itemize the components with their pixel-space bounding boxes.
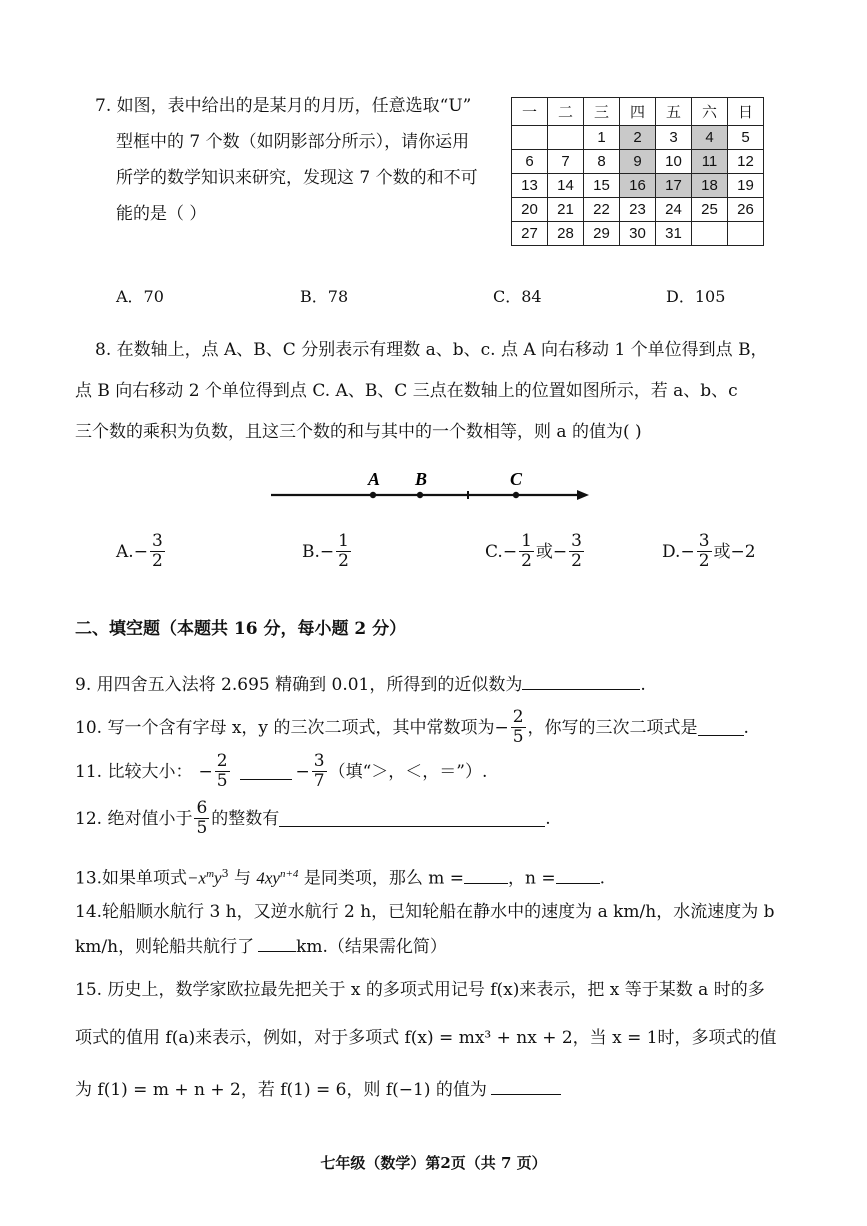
- monomial-2: 4xy: [256, 868, 280, 888]
- q10-text: 10. 写一个含有字母 x，y 的三次二项式，其中常数项为: [75, 717, 495, 738]
- q14-text: km/h，则轮船共航行了: [75, 937, 255, 957]
- calendar-cell: 23: [620, 198, 656, 222]
- calendar-cell: 22: [584, 198, 620, 222]
- fraction: [511, 708, 526, 747]
- numerator: 3: [698, 531, 710, 551]
- calendar-cell: 18: [692, 174, 728, 198]
- q13: [75, 864, 605, 889]
- arrow-head-icon: [577, 490, 589, 500]
- calendar-cell: 9: [620, 150, 656, 174]
- denominator: 2: [698, 551, 710, 571]
- fraction: [336, 532, 351, 571]
- minus-sign: −: [494, 717, 509, 738]
- fraction: [215, 752, 230, 791]
- option-letter: B.: [302, 541, 320, 562]
- calendar-cell: 29: [584, 222, 620, 246]
- calendar-cell: 21: [548, 198, 584, 222]
- point-c-label: C: [510, 469, 523, 489]
- q14-line-2: [75, 935, 447, 957]
- q7-option-c: C．84: [493, 287, 542, 306]
- q8-line-3: 三个数的乘积为负数，且这三个数的和与其中的一个数相等，则 a 的值为( ): [75, 422, 642, 442]
- calendar-cell: [512, 126, 548, 150]
- q7-line-4: 能的是（ ）: [116, 204, 207, 224]
- numerator: 1: [338, 531, 349, 551]
- numerator: 3: [151, 531, 163, 551]
- q8-option-d: [662, 532, 756, 571]
- q12-text: 12. 绝对值小于: [75, 808, 193, 829]
- denominator: 7: [313, 771, 325, 791]
- calendar-cell: 16: [620, 174, 656, 198]
- answer-blank-m[interactable]: [464, 867, 508, 884]
- q10-text-2: ，你写的三次二项式是: [527, 717, 698, 738]
- calendar-header-cell: 三: [584, 98, 620, 126]
- q8-option-b: [302, 532, 353, 571]
- calendar-header-cell: 五: [656, 98, 692, 126]
- q10: [75, 708, 749, 747]
- q9-end: .: [640, 675, 646, 695]
- calendar-row: [512, 198, 764, 222]
- denominator: 2: [151, 551, 163, 571]
- q14-line-1: 14.轮船顺水航行 3 h，又逆水航行 2 h，已知轮船在静水中的速度为 a km/h，水流速度为 b: [75, 902, 775, 922]
- numerator: 6: [196, 798, 208, 818]
- fraction: [697, 532, 712, 571]
- calendar-header-cell: 二: [548, 98, 584, 126]
- calendar-cell: [548, 126, 584, 150]
- calendar-cell: 12: [728, 150, 764, 174]
- number-line: [265, 465, 595, 510]
- q8-option-a: [116, 532, 167, 571]
- page-footer: 七年级（数学）第2页（共 7 页）: [320, 1154, 547, 1172]
- q11-text: 11. 比较大小：: [75, 761, 193, 782]
- calendar-cell: 17: [656, 174, 692, 198]
- q12: [75, 799, 551, 838]
- monomial-1: −x: [187, 868, 207, 888]
- minus-sign: −: [680, 541, 695, 562]
- numerator: 2: [216, 751, 228, 771]
- calendar-cell: 5: [728, 126, 764, 150]
- calendar-cell: 13: [512, 174, 548, 198]
- q13-end: .: [599, 868, 606, 889]
- calendar-row: [512, 150, 764, 174]
- q7-line-3: 所学的数学知识来研究，发现这 7 个数的和不可: [116, 168, 478, 188]
- fraction: [519, 532, 534, 571]
- q9-text: 9. 用四舍五入法将 2.695 精确到 0.01，所得到的近似数为: [75, 675, 523, 695]
- q15-line-3: [75, 1078, 561, 1100]
- answer-blank[interactable]: [240, 763, 292, 780]
- calendar-cell: 10: [656, 150, 692, 174]
- minus-sign: −: [319, 541, 335, 562]
- point-a-dot: [370, 492, 376, 498]
- answer-blank-n[interactable]: [556, 867, 600, 884]
- calendar-cell: 4: [692, 126, 728, 150]
- q13-text-3: ，n =: [508, 868, 556, 889]
- point-a-label: A: [368, 469, 381, 489]
- numerator: 2: [512, 707, 524, 727]
- option-letter: C.: [485, 541, 503, 562]
- denominator: 2: [338, 551, 349, 571]
- fraction: [312, 752, 327, 791]
- q12-text-2: 的整数有: [211, 808, 280, 829]
- calendar-header-cell: 日: [728, 98, 764, 126]
- option-letter: D.: [662, 541, 681, 562]
- q10-end: .: [743, 717, 749, 738]
- denominator: 5: [512, 727, 524, 747]
- calendar-header-row: [512, 98, 764, 126]
- q9: [75, 673, 646, 695]
- calendar-cell: [728, 222, 764, 246]
- calendar-header-cell: 六: [692, 98, 728, 126]
- q13-and: 与: [228, 868, 257, 889]
- calendar-cell: 19: [728, 174, 764, 198]
- minus-sign: −: [552, 541, 568, 562]
- calendar-cell: 2: [620, 126, 656, 150]
- calendar-cell: 14: [548, 174, 584, 198]
- fraction: [150, 532, 165, 571]
- point-b-dot: [417, 492, 423, 498]
- denominator: 5: [216, 771, 228, 791]
- option-tail: 或−2: [713, 541, 756, 562]
- calendar-row: [512, 126, 764, 150]
- section-2-title: 二、填空题（本题共 16 分，每小题 2 分）: [75, 619, 407, 639]
- calendar-cell: 24: [656, 198, 692, 222]
- exponent: n+4: [279, 868, 299, 880]
- calendar-cell: 15: [584, 174, 620, 198]
- answer-blank[interactable]: [522, 673, 640, 690]
- q11-text-2: （填“＞，＜，＝”）.: [328, 761, 488, 782]
- q11: [75, 752, 487, 791]
- calendar-cell: 8: [584, 150, 620, 174]
- calendar-cell: 28: [548, 222, 584, 246]
- exponent: 3: [221, 867, 229, 880]
- q13-text-2: 是同类项，那么 m =: [298, 868, 464, 889]
- calendar-row: [512, 222, 764, 246]
- q8-option-c: [485, 532, 586, 571]
- calendar-header-cell: 一: [512, 98, 548, 126]
- q7-line-1: 7. 如图，表中给出的是某月的月历，任意选取“U”: [95, 96, 472, 116]
- fraction: [194, 799, 209, 838]
- calendar-cell: 31: [656, 222, 692, 246]
- q8-line-1: 8. 在数轴上，点 A、B、C 分别表示有理数 a、b、c. 点 A 向右移动 1 个单位得到点 B，: [95, 340, 768, 360]
- q14-text-2: km.（结果需化简）: [296, 937, 447, 957]
- calendar-cell: 25: [692, 198, 728, 222]
- or-word: 或: [535, 541, 553, 562]
- calendar-cell: 7: [548, 150, 584, 174]
- minus-sign: −: [198, 761, 213, 782]
- denominator: 2: [521, 551, 532, 571]
- minus-sign: −: [295, 761, 310, 782]
- calendar-header-cell: 四: [620, 98, 656, 126]
- calendar-cell: 26: [728, 198, 764, 222]
- numerator: 3: [313, 751, 325, 771]
- answer-blank[interactable]: [491, 1078, 561, 1095]
- q15-line-1: 15. 历史上，数学家欧拉最先把关于 x 的多项式用记号 f(x)来表示，把 x 等于某数 a 时的多: [75, 980, 765, 1000]
- calendar-cell: 20: [512, 198, 548, 222]
- answer-blank[interactable]: [698, 719, 744, 736]
- q12-end: .: [545, 808, 551, 829]
- calendar-cell: 1: [584, 126, 620, 150]
- point-c-dot: [513, 492, 519, 498]
- denominator: 2: [571, 551, 582, 571]
- q8-line-2: 点 B 向右移动 2 个单位得到点 C. A、B、C 三点在数轴上的位置如图所示，若 a、b、c: [75, 381, 738, 401]
- calendar-table: [511, 97, 764, 246]
- fraction: [569, 532, 584, 571]
- q15-line-2: 项式的值用 f(a)来表示，例如，对于多项式 f(x) = mx³ + nx + 2，当 x = 1时，多项式的值: [75, 1028, 777, 1048]
- q7-line-2: 型框中的 7 个数（如阴影部分所示），请你运用: [116, 132, 470, 152]
- option-letter: A.: [116, 541, 134, 562]
- minus-sign: −: [133, 541, 148, 562]
- calendar-cell: [692, 222, 728, 246]
- calendar-cell: 6: [512, 150, 548, 174]
- q7-option-a: A．70: [116, 287, 164, 306]
- calendar-cell: 3: [656, 126, 692, 150]
- calendar-cell: 11: [692, 150, 728, 174]
- answer-blank[interactable]: [279, 810, 545, 827]
- numerator: 3: [571, 531, 582, 551]
- calendar-row: [512, 174, 764, 198]
- q15-text: 为 f(1) = m + n + 2，若 f(1) = 6，则 f(−1) 的值为: [75, 1080, 487, 1100]
- q7-option-b: B．78: [300, 287, 349, 306]
- numerator: 1: [521, 531, 532, 551]
- denominator: 5: [196, 818, 208, 838]
- calendar-cell: 30: [620, 222, 656, 246]
- answer-blank[interactable]: [258, 935, 296, 952]
- monomial-1-y: y: [214, 868, 222, 888]
- point-b-label: B: [415, 469, 428, 489]
- q13-text: 13.如果单项式: [75, 868, 188, 889]
- calendar-cell: 27: [512, 222, 548, 246]
- exponent: m: [206, 868, 215, 880]
- q7-option-d: D．105: [666, 287, 726, 306]
- minus-sign: −: [502, 541, 518, 562]
